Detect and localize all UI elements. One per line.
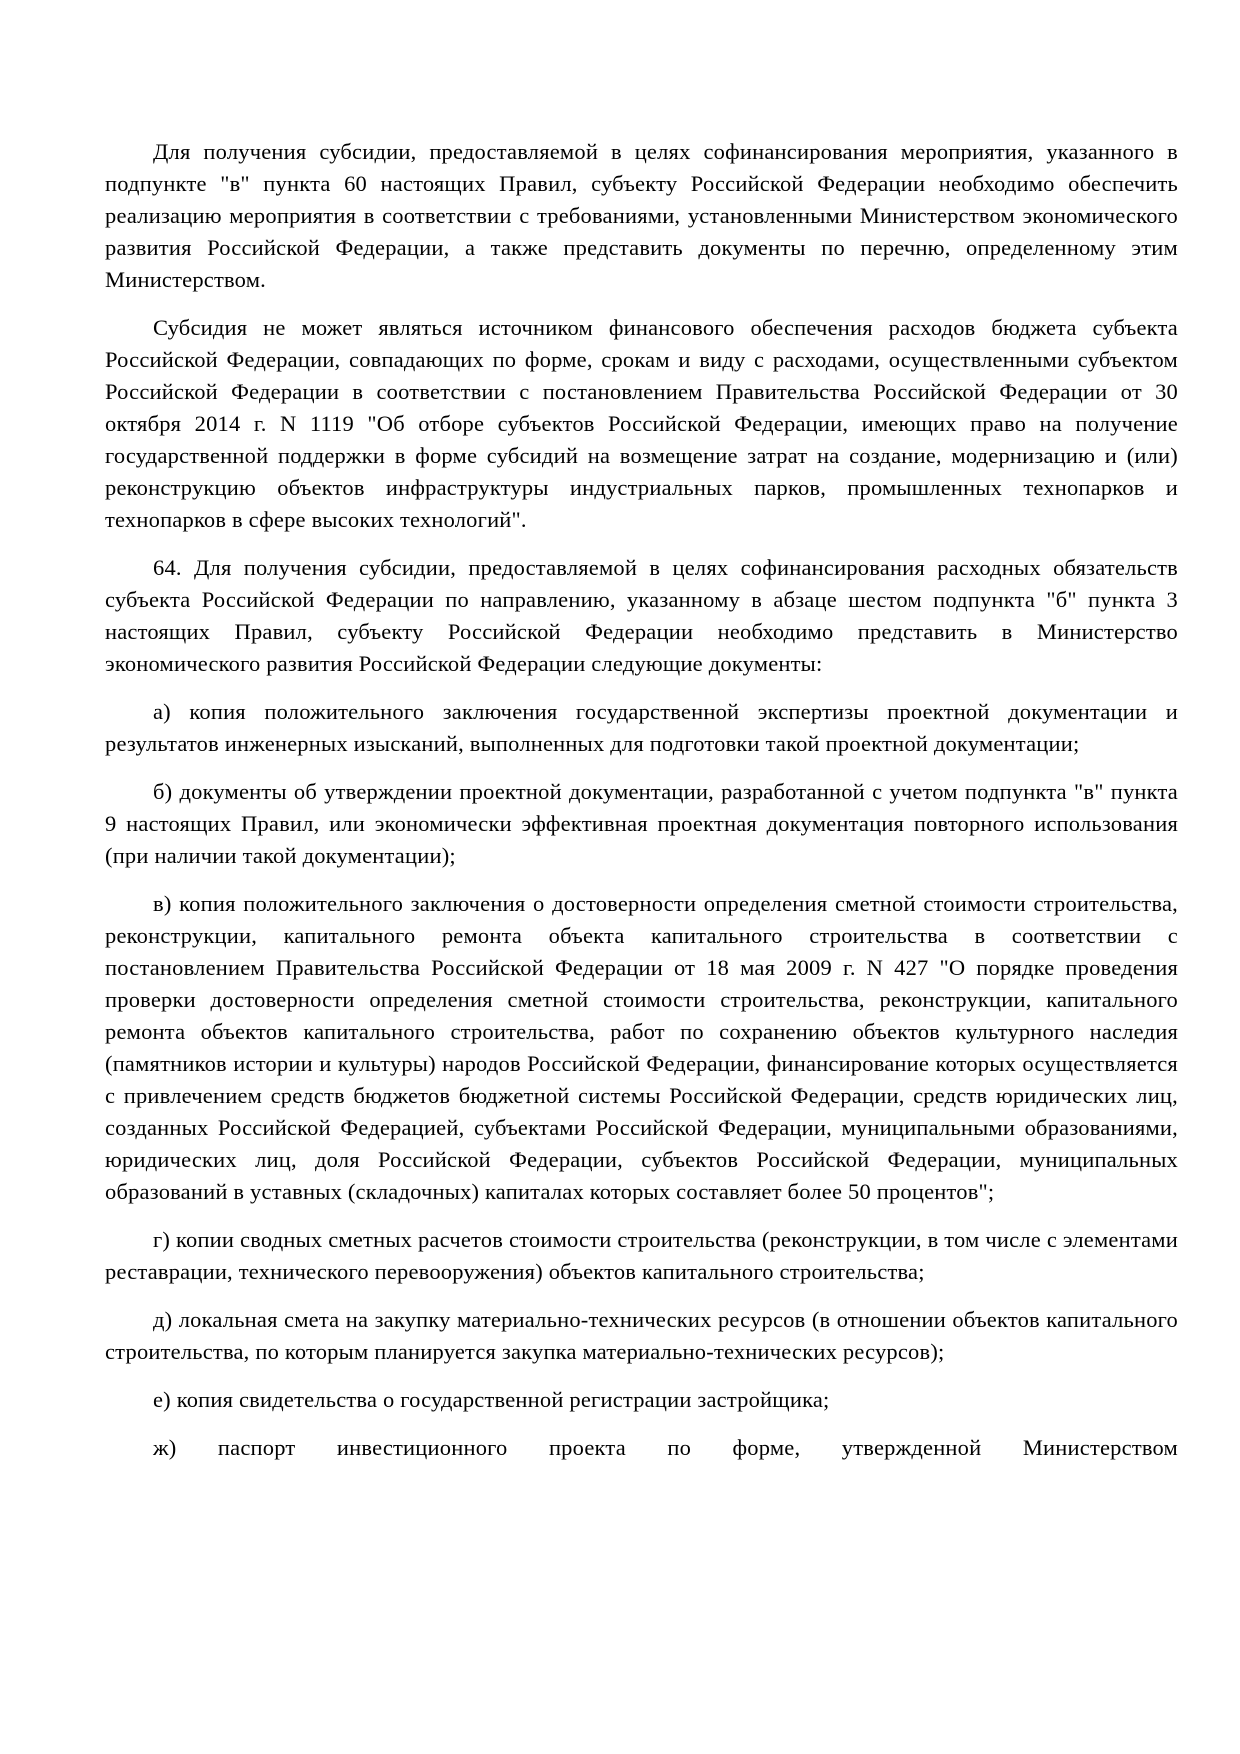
list-item-e: е) копия свидетельства о государственной регистрации застройщика; [153,1387,830,1412]
paragraph-resolution-1119: Субсидия не может являться источником финансового обеспечения расходов бюджета субъекта Российской Федерации, совпадающих по форме, срокам и виду с расходами, осуществленными субъектом Российской Федерации в соответствии с постановлением Правительства Российской Федерации от 30 октября 2014 г. N 1119 "Об отборе субъектов Российской Федерации, имеющих право на получение государственной поддержки в форме субсидий на возмещение затрат на создание, модернизацию и (или) реконструкцию объектов инфраструктуры индустриальных парков, промышленных технопарков и технопарков в сфере высоких технологий". [105,315,1178,532]
list-item-zh-truncated: ж) паспорт инвестиционного проекта по форме, утвержденной Министерством [153,1435,1178,1460]
list-item-b: б) документы об утверждении проектной документации, разработанной с учетом подпункта "в" пункта 9 настоящих Правил, или экономически эффективная проектная документация повторного использования (при наличии такой документации); [105,779,1178,868]
paragraph-intro-subsidy-p60: Для получения субсидии, предоставляемой в целях софинансирования мероприятия, указанного в подпункте "в" пункта 60 настоящих Правил, субъекту Российской Федерации необходимо обеспечить реализацию мероприятия в соответствии с требованиями, установленными Министерством экономического развития Российской Федерации, а также представить документы по перечню, определенному этим Министерством. [105,139,1178,292]
list-item-a: а) копия положительного заключения государственной экспертизы проектной документации и результатов инженерных изысканий, выполненных для подготовки такой проектной документации; [105,699,1178,756]
document-text-block [105,136,1178,1480]
paragraph-point-64: 64. Для получения субсидии, предоставляемой в целях софинансирования расходных обязательств субъекта Российской Федерации по направлению, указанному в абзаце шестом подпункта "б" пункта 3 настоящих Правил, субъекту Российской Федерации необходимо представить в Министерство экономического развития Российской Федерации следующие документы: [105,555,1178,676]
list-item-v-resolution-427: в) копия положительного заключения о достоверности определения сметной стоимости строительства, реконструкции, капитального ремонта объекта капитального строительства в соответствии с постановлением Правительства Российской Федерации от 18 мая 2009 г. N 427 "О порядке проведения проверки достоверности определения сметной стоимости строительства, реконструкции, капитального ремонта объектов капитального строительства, работ по сохранению объектов культурного наследия (памятников истории и культуры) народов Российской Федерации, финансирование которых осуществляется с привлечением средств бюджетов бюджетной системы Российской Федерации, средств юридических лиц, созданных Российской Федерацией, субъектами Российской Федерации, муниципальными образованиями, юридических лиц, доля Российской Федерации, субъектов Российской Федерации, муниципальных образований в уставных (складочных) капиталах которых составляет более 50 процентов"; [105,891,1178,1204]
list-item-g: г) копии сводных сметных расчетов стоимости строительства (реконструкции, в том числе с элементами реставрации, технического перевооружения) объектов капитального строительства; [105,1227,1178,1284]
list-item-d: д) локальная смета на закупку материально-технических ресурсов (в отношении объектов капитального строительства, по которым планируется закупка материально-технических ресурсов); [105,1307,1178,1364]
